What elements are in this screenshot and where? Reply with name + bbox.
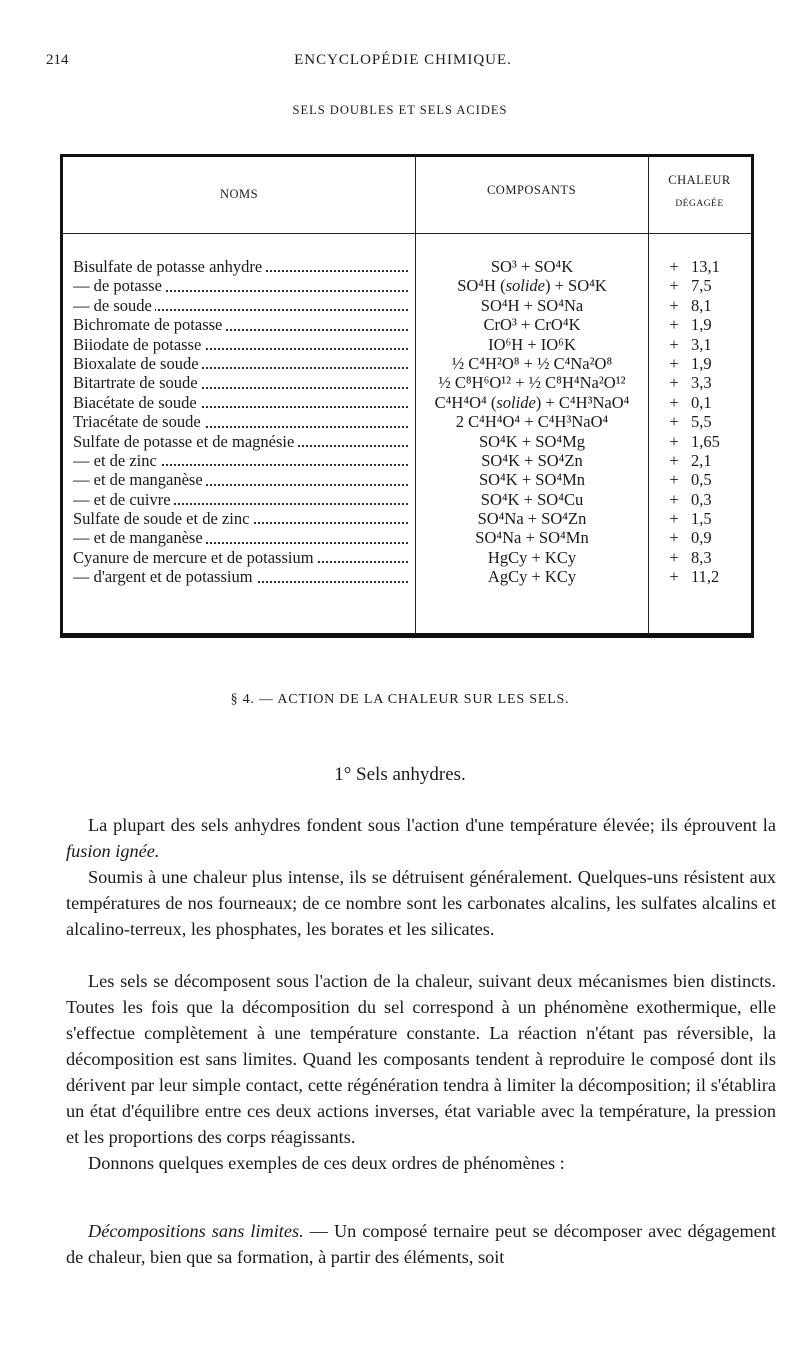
plus-sign: +: [669, 567, 679, 587]
salt-name: Biacétate de soude: [73, 393, 200, 412]
column-divider: [648, 157, 649, 633]
subsection-heading: 1° Sels anhydres.: [334, 764, 466, 785]
paragraph-lead: Décompositions sans limites.: [88, 1221, 304, 1241]
component-formula: SO⁴K + SO⁴Cu: [480, 489, 584, 509]
heat-number: 1,65: [691, 431, 720, 451]
salt-name: — et de zinc: [73, 451, 160, 470]
component-formula: HgCy + KCy: [487, 547, 577, 567]
heat-value: [665, 528, 745, 547]
component-formula: SO⁴Na + SO⁴Mn: [475, 528, 589, 548]
table-row-name: [73, 257, 408, 276]
table-row-name: [73, 432, 408, 451]
running-head: [46, 52, 760, 74]
paragraph: Les sels se décomposent sous l'action de la chaleur, suivant deux mécanismes bien distincts. Toutes les fois que la décomposition du sel correspond à un phénomène exothermique, elle s'effectue complètement à une température constante. La réaction n'étant pas réversible, la décomposition est sans limites. Quand les composants tendent à reproduire le composé dont ils dérivent par leur simple contact, cette régénération tendra à limiter la décomposition; il s'établira un état d'équilibre entre ces deux actions inverses, état variable avec la température, la pression et les proportions des corps réagissants.: [66, 971, 776, 1147]
component-formula: SO⁴H (solide) + SO⁴K: [457, 276, 607, 296]
plus-sign: +: [669, 489, 679, 509]
running-title: ENCYCLOPÉDIE CHIMIQUE.: [294, 52, 512, 68]
salt-name: — de soude: [73, 296, 155, 315]
component-formula: C⁴H⁴O⁴ (solide) + C⁴H³NaO⁴: [434, 392, 630, 412]
column-divider: [415, 157, 416, 633]
table-row-name: [73, 354, 408, 373]
plus-sign: +: [669, 547, 679, 567]
paragraph: [66, 1218, 776, 1270]
table-row-name: [73, 335, 408, 354]
heat-value: [665, 451, 745, 470]
component-formula: AgCy + KCy: [487, 567, 577, 587]
table-row-name: [73, 567, 408, 586]
heat-number: 3,3: [691, 373, 712, 393]
component-formula: SO⁴Na + SO⁴Zn: [477, 509, 587, 529]
heat-value: [665, 470, 745, 489]
heat-number: 13,1: [691, 257, 720, 276]
component-formula: IO⁶H + IO⁶K: [488, 334, 576, 354]
plus-sign: +: [669, 450, 679, 470]
plus-sign: +: [669, 528, 679, 548]
paragraph: La plupart des sels anhydres fondent sous l'action d'une température élevée; ils éprouvent la fusion ignée.: [66, 815, 776, 861]
plus-sign: +: [669, 295, 679, 315]
plus-sign: +: [669, 470, 679, 490]
table-row-name: [73, 451, 408, 470]
heat-value: [665, 335, 745, 354]
paragraph-text: — Un composé ternaire peut se décomposer avec dégagement de chaleur, bien que sa formation, à partir des éléments, soit: [66, 1221, 776, 1267]
heat-number: 1,9: [691, 353, 712, 373]
heat-number: 3,1: [691, 334, 712, 354]
plus-sign: +: [669, 373, 679, 393]
heat-number: 5,5: [691, 412, 712, 432]
heat-number: 2,1: [691, 450, 712, 470]
salt-name: Triacétate de soude: [73, 412, 204, 431]
salt-name: — et de manganèse: [73, 470, 206, 489]
heat-value: [665, 432, 745, 451]
plus-sign: +: [669, 431, 679, 451]
component-formula: SO³ + SO⁴K: [490, 257, 574, 276]
plus-sign: +: [669, 276, 679, 296]
heat-value: [665, 490, 745, 509]
heat-number: 1,5: [691, 509, 712, 529]
salt-name: — et de manganèse: [73, 528, 206, 547]
table-row-name: [73, 509, 408, 528]
heat-number: 11,2: [691, 567, 720, 587]
heat-number: 7,5: [691, 276, 712, 296]
salt-name: Bitartrate de soude: [73, 373, 201, 392]
header-divider: [63, 233, 751, 234]
component-formula: SO⁴K + SO⁴Mn: [478, 470, 586, 490]
components-column: [421, 257, 643, 587]
table-row-name: [73, 373, 408, 392]
heat-number: 0,1: [691, 392, 712, 412]
heat-number: 0,9: [691, 528, 712, 548]
heat-value: [665, 567, 745, 586]
page-number: 214: [46, 52, 69, 68]
heat-value: [665, 373, 745, 392]
component-formula: 2 C⁴H⁴O⁴ + C⁴H³NaO⁴: [455, 412, 609, 432]
heat-value: [665, 315, 745, 334]
heat-value: [665, 354, 745, 373]
heat-number: 0,5: [691, 470, 712, 490]
paragraph: Soumis à une chaleur plus intense, ils se détruisent généralement. Quelques-uns résistent aux températures de nos fourneaux; de ce nombre sont les carbonates alcalins, les sulfates alcalins et alcalino-terreux, les phosphates, les borates et les silicates.: [66, 867, 776, 939]
component-formula: CrO³ + CrO⁴K: [483, 315, 581, 335]
component-formula: ½ C⁸H⁶O¹² + ½ C⁸H⁴Na²O¹²: [438, 373, 626, 393]
salt-name: Bisulfate de potasse anhydre: [73, 257, 265, 276]
table-row-name: [73, 296, 408, 315]
heat-value: [665, 412, 745, 431]
header-names: NOMS: [219, 187, 259, 201]
salt-name: — et de cuivre: [73, 490, 174, 509]
table-row-name: [73, 528, 408, 547]
heat-column: [665, 257, 745, 587]
header-components: COMPOSANTS: [486, 183, 577, 197]
component-formula: SO⁴K + SO⁴Zn: [481, 450, 583, 470]
heat-number: 1,9: [691, 315, 712, 335]
salt-name: Sulfate de potasse et de magnésie: [73, 432, 297, 451]
salt-name: — d'argent et de potassium: [73, 567, 256, 586]
heat-value: [665, 276, 745, 295]
component-formula: SO⁴H + SO⁴Na: [480, 295, 584, 315]
heat-value: [665, 393, 745, 412]
salt-name: Biiodate de potasse: [73, 335, 204, 354]
heat-number: 8,1: [691, 295, 712, 315]
table-row-name: [73, 393, 408, 412]
plus-sign: +: [669, 315, 679, 335]
paragraph: Donnons quelques exemples de ces deux ordres de phénomènes :: [88, 1153, 565, 1173]
names-column: [73, 257, 408, 587]
heat-number: 0,3: [691, 489, 712, 509]
table-row-name: [73, 315, 408, 334]
table-row-name: [73, 470, 408, 489]
table-row-name: [73, 412, 408, 431]
header-heat: CHALEUR: [668, 173, 731, 187]
salt-name: Sulfate de soude et de zinc: [73, 509, 252, 528]
heat-number: 8,3: [691, 547, 712, 567]
heat-value: [665, 509, 745, 528]
salt-name: — de potasse: [73, 276, 165, 295]
plus-sign: +: [669, 392, 679, 412]
section-heading: § 4. — ACTION DE LA CHALEUR SUR LES SELS.: [230, 692, 570, 707]
table-row-name: [73, 490, 408, 509]
plus-sign: +: [669, 257, 679, 276]
header-heat-sub: DÉGAGÉE: [675, 199, 724, 209]
table-row-name: [73, 548, 408, 567]
salt-name: Cyanure de mercure et de potassium: [73, 548, 317, 567]
plus-sign: +: [669, 412, 679, 432]
heat-value: [665, 257, 745, 276]
table-row-name: [73, 276, 408, 295]
heat-value: [665, 296, 745, 315]
salts-table: [60, 154, 754, 638]
table-caption: SELS DOUBLES ET SELS ACIDES: [292, 103, 508, 117]
plus-sign: +: [669, 353, 679, 373]
component-formula: SO⁴K + SO⁴Mg: [478, 431, 586, 451]
salt-name: Bichromate de potasse: [73, 315, 225, 334]
component-formula: ½ C⁴H²O⁸ + ½ C⁴Na²O⁸: [451, 353, 613, 373]
plus-sign: +: [669, 334, 679, 354]
salt-name: Bioxalate de soude: [73, 354, 202, 373]
heat-value: [665, 548, 745, 567]
plus-sign: +: [669, 509, 679, 529]
